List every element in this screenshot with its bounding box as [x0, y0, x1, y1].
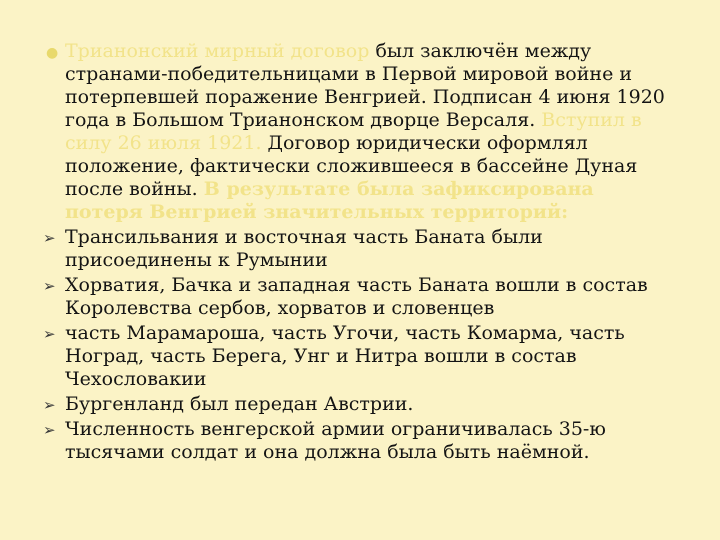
treaty-title-highlight: Трианонский мирный договор	[65, 40, 370, 62]
list-item	[40, 418, 670, 464]
list-item-text: Бургенланд был передан Австрии.	[65, 393, 414, 415]
list-item	[40, 226, 670, 272]
list-item-text: часть Марамароша, часть Угочи, часть Комарма, часть Ноград, часть Берега, Унг и Нитра вошли в состав Чехословакии	[65, 322, 625, 390]
intro-text-2: Договор юридически оформлял положение, фактически сложившееся в бассейне Дуная после войны.	[65, 132, 638, 200]
intro-paragraph	[40, 40, 670, 224]
arrow-bullet-icon: ➢	[43, 421, 56, 439]
arrow-bullet-icon: ➢	[43, 325, 56, 343]
arrow-bullet-icon: ➢	[43, 277, 56, 295]
list-item-text: Численность венгерской армии ограничивалась 35-ю тысячами солдат и она должна была быть наёмной.	[65, 418, 606, 463]
list-item	[40, 322, 670, 391]
list-item-text: Хорватия, Бачка и западная часть Баната вошли в состав Королевства сербов, хорватов и словенцев	[65, 274, 648, 319]
bullet-list	[40, 40, 670, 466]
list-item	[40, 274, 670, 320]
entry-into-force-highlight: Вступил в силу 26 июля 1921.	[65, 109, 642, 154]
arrow-bullet-icon: ➢	[43, 396, 56, 414]
territory-loss-highlight: В результате была зафиксирована потеря Венгрией значительных территорий:	[65, 178, 594, 223]
list-item-text: Трансильвания и восточная часть Баната были присоединены к Румынии	[65, 226, 543, 271]
round-bullet-icon: ●	[46, 45, 59, 61]
arrow-bullet-icon: ➢	[43, 229, 56, 247]
intro-text-1: был заключён между странами-победительницами в Первой мировой войне и потерпевшей поражение Венгрией. Подписан 4 июня 1920 года в Большом Трианонском дворце Версаля.	[65, 40, 665, 131]
list-item	[40, 393, 670, 416]
